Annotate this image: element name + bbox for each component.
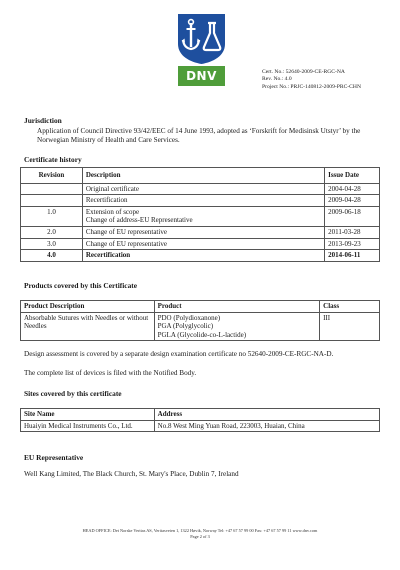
- table-row: [21, 183, 380, 195]
- sites-header-row: [21, 409, 380, 421]
- site-name: Huaiyin Medical Instruments Co., Ltd.: [21, 420, 155, 432]
- table-row: [21, 195, 380, 207]
- products-title: Products covered by this Certificate: [24, 281, 138, 290]
- products-header-product: Product: [154, 301, 320, 313]
- history-title: Certificate history: [24, 155, 82, 164]
- rev-number: Rev. No.: 4.0: [262, 76, 292, 83]
- history-date: 2009-06-18: [325, 206, 380, 226]
- head-office-line: HEAD OFFICE: Det Norske Veritas AS, Veritasveien 1, 1322 Høvik, Norway Tel: +47 67 57 99 00 Fax: +47 67 57 99 11 www.dnv.com: [82, 528, 318, 533]
- devices-note: The complete list of devices is filed with the Notified Body.: [24, 369, 197, 377]
- product-class: III: [320, 312, 380, 341]
- table-row: [21, 312, 380, 341]
- page-footer: [0, 528, 400, 540]
- history-header-description: Description: [82, 168, 324, 184]
- history-description: Change of EU representative: [82, 226, 324, 238]
- table-row: [21, 206, 380, 226]
- history-description: Extension of scope Change of address-EU Representative: [82, 206, 324, 226]
- sites-header-name: Site Name: [21, 409, 155, 421]
- history-date: 2011-03-28: [325, 226, 380, 238]
- history-description: Change of EU representative: [82, 238, 324, 250]
- history-header-row: [21, 168, 380, 184]
- history-description: Recertification: [82, 195, 324, 207]
- history-header-date: Issue Date: [325, 168, 380, 184]
- history-revision: 4.0: [21, 250, 83, 262]
- products-header-class: Class: [320, 301, 380, 313]
- history-revision: [21, 195, 83, 207]
- table-row: [21, 420, 380, 432]
- table-row: [21, 250, 380, 262]
- product-description: Absorbable Sutures with Needles or without Needles: [21, 312, 155, 341]
- eu-rep-text: Well Kang Limited, The Black Church, St. Mary's Place, Dublin 7, Ireland: [24, 470, 239, 478]
- dnv-logo-band: [178, 66, 225, 86]
- sites-table: [20, 408, 380, 432]
- history-description: Original certificate: [82, 183, 324, 195]
- products-table: [20, 300, 380, 341]
- products-header-description: Product Description: [21, 301, 155, 313]
- history-date: 2013-09-23: [325, 238, 380, 250]
- table-row: [21, 238, 380, 250]
- sites-title: Sites covered by this certificate: [24, 389, 122, 398]
- dnv-logo-text: DNV: [186, 69, 217, 83]
- table-row: [21, 226, 380, 238]
- products-header-row: [21, 301, 380, 313]
- eu-rep-title: EU Representative: [24, 453, 84, 462]
- history-date: 2014-06-11: [325, 250, 380, 262]
- history-date: 2004-04-28: [325, 183, 380, 195]
- dnv-shield-icon: [178, 14, 225, 64]
- history-header-revision: Revision: [21, 168, 83, 184]
- dnv-logo: [178, 14, 225, 86]
- cert-number: Cert. No.: 52640-2009-CE-RGC-NA: [262, 69, 345, 75]
- history-revision: 3.0: [21, 238, 83, 250]
- history-description: Recertification: [82, 250, 324, 262]
- project-number: Project No.: PRJC-140812-2009-PRC-CHN: [262, 83, 361, 90]
- history-revision: 2.0: [21, 226, 83, 238]
- product-names: PDO (Polydioxanone) PGA (Polyglycolic) PGLA (Glycolide-co-L-lactide): [154, 312, 320, 341]
- design-note: Design assessment is covered by a separate design examination certificate no 52640-2009-CE-RGC-NA-D.: [24, 350, 334, 358]
- site-address: No.8 West Ming Yuan Road, 223003, Huaian, China: [154, 420, 379, 432]
- sites-header-address: Address: [154, 409, 379, 421]
- history-table: [20, 167, 380, 262]
- history-revision: [21, 183, 83, 195]
- certificate-reference: [262, 69, 361, 91]
- jurisdiction-text: Application of Council Directive 93/42/EEC of 14 June 1993, adopted as ‘Forskrift for Medisinsk Utstyr’ by the Norwegian Ministry of Health and Care Services.: [37, 127, 361, 145]
- history-revision: 1.0: [21, 206, 83, 226]
- history-date: 2009-04-28: [325, 195, 380, 207]
- page-number: Page 2 of 3: [190, 534, 210, 539]
- jurisdiction-title: Jurisdiction: [24, 116, 62, 125]
